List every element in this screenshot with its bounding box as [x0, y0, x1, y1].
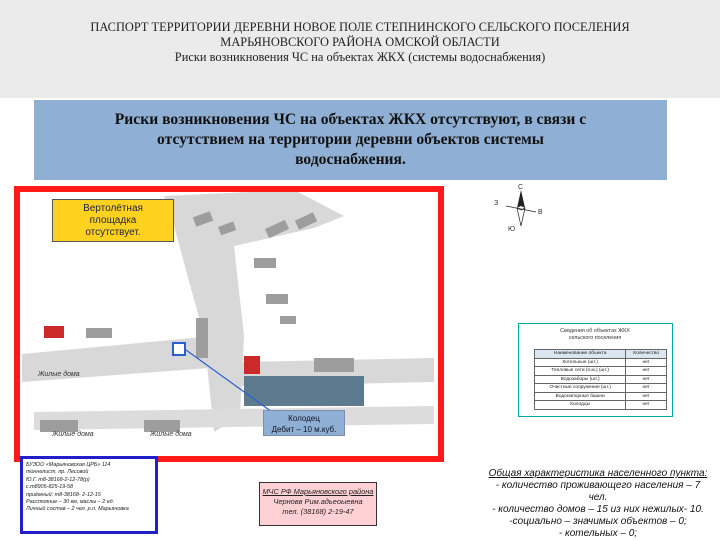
emergency-contact-box — [259, 482, 377, 526]
mchs-title: МЧС РФ Марьяновского района — [262, 487, 374, 496]
table-row — [535, 401, 667, 410]
population-line-2: - количество домов – 15 из них нежилых- 10. — [492, 504, 704, 515]
heliport-line-3: отсутствует. — [85, 227, 141, 238]
well-marker — [172, 342, 186, 356]
residential-label: Жилые дома — [38, 371, 80, 378]
compass-south-label: Ю — [508, 226, 516, 233]
table-cell: Колодцы — [535, 401, 626, 410]
population-line-4: - котельных – 0; — [558, 528, 638, 539]
header-line-3: Риски возникновения ЧС на объектах ЖКХ (системы водоснабжения) — [174, 50, 546, 64]
org-line-2: тоннелист, пр. Лесовой — [26, 469, 89, 476]
table-cell: Водонапорные башни — [535, 392, 626, 401]
population-line-3: -социально – значимых объектов – 0; — [509, 516, 687, 527]
page-header — [0, 0, 720, 98]
table-row — [535, 392, 667, 401]
table-cell: нет — [626, 375, 667, 384]
org-line-3: Ю.Г. т8-38168-2-12-78(р) — [26, 476, 90, 483]
org-line-6: Расстояние – 30 км, маслы – 2 ед. — [26, 499, 115, 506]
table-cell: Водозаборы (шт.) — [535, 375, 626, 384]
org-line-4: с.т8905-825-19-58 — [26, 484, 74, 491]
well-line-2: Дебит – 10 м.куб. — [271, 425, 337, 434]
table-cell: Очистные сооружения (шт.) — [535, 384, 626, 393]
mchs-line-3: тел. (38168) 2-19-47 — [282, 507, 354, 516]
compass-north-point — [517, 190, 525, 208]
table-title-line-1: Сведения об объектах ЖКХ — [560, 328, 630, 334]
hospital-info-box — [20, 456, 158, 534]
residential-label: Жилые дома — [52, 431, 94, 438]
heliport-line-2: площадка — [89, 215, 137, 226]
table-header-cell: Наименование объекта — [535, 350, 626, 359]
banner-line-1: Риски возникновения ЧС на объектах ЖКХ отсутствуют, в связи с — [114, 111, 587, 128]
table-cell: нет — [626, 392, 667, 401]
heliport-line-1: Вертолётная — [83, 203, 143, 214]
header-line-2: МАРЬЯНОВСКОГО РАЙОНА ОМСКОЙ ОБЛАСТИ — [220, 35, 500, 49]
mchs-line-2: Черновв Рим.адьеоыевна — [273, 497, 363, 506]
compass-west-label: З — [494, 200, 499, 207]
table-cell: нет — [626, 384, 667, 393]
header-line-1: ПАСПОРТ ТЕРРИТОРИИ ДЕРЕВНИ НОВОЕ ПОЛЕ СТЕПНИНСКОГО СЕЛЬСКОГО ПОСЕЛЕНИЯ — [90, 20, 630, 34]
table-title-line-2: сельского поселения — [568, 335, 622, 341]
settlement-characteristics — [487, 468, 709, 538]
table-row — [535, 384, 667, 393]
table-cell: нет — [626, 367, 667, 376]
compass-south-point — [517, 208, 525, 226]
org-line-7: Личный состав – 2 чел. р.п. Марьяновка — [26, 506, 129, 513]
table-cell: Тепловые сети (п.м.) (шт.) — [535, 367, 626, 376]
table-cell: нет — [626, 401, 667, 410]
housing-objects-title — [526, 328, 664, 346]
heliport-label — [52, 199, 174, 242]
banner-line-3: водоснабжения. — [295, 151, 406, 168]
compass-north-label: С — [518, 184, 524, 191]
risk-banner — [34, 100, 667, 180]
table-row — [535, 375, 667, 384]
table-row — [535, 367, 667, 376]
well-label — [263, 410, 345, 436]
table-cell: Котельные (шт.) — [535, 358, 626, 367]
population-line-1: - количество проживающего населения – 7 чел. — [495, 480, 701, 503]
population-title: Общая характеристика населенного пункта: — [488, 468, 708, 479]
table-header-row — [535, 350, 667, 359]
org-line-1: БУЗОО «Марьяновская ЦРБ» 114 — [26, 462, 111, 468]
table-cell: нет — [626, 358, 667, 367]
table-header-cell: Количество — [626, 350, 667, 359]
compass-east-label: В — [538, 209, 543, 216]
residential-label: Жилые дома — [150, 431, 192, 438]
housing-objects-table — [534, 349, 667, 410]
table-row — [535, 358, 667, 367]
org-line-5: приёмный: т8-38168- 2-12-15 — [26, 491, 101, 498]
well-line-1: Колодец — [288, 414, 320, 423]
banner-line-2: отсутствием на территории деревни объектов системы — [157, 131, 544, 148]
